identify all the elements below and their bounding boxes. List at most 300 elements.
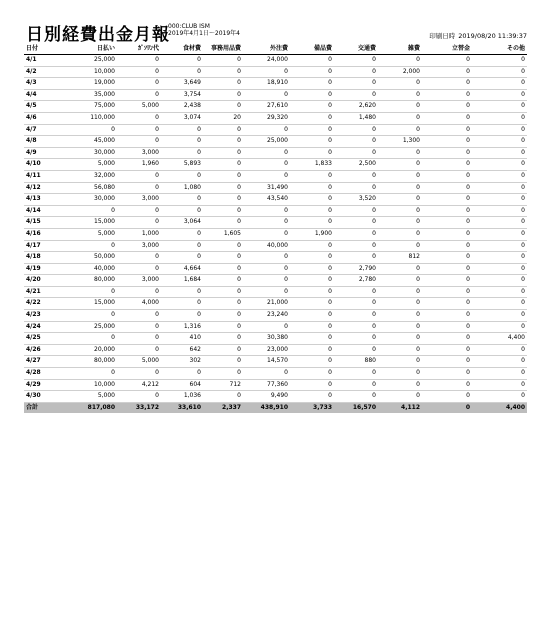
date-cell: 4/20	[24, 275, 62, 287]
amount-cell: 410	[161, 333, 203, 345]
amount-cell: 0	[334, 124, 378, 136]
amount-cell: 0	[378, 147, 422, 159]
amount-cell: 1,080	[161, 182, 203, 194]
amount-cell: 0	[472, 368, 527, 380]
amount-cell: 4,664	[161, 263, 203, 275]
amount-cell: 0	[62, 333, 117, 345]
amount-cell: 0	[117, 182, 161, 194]
amount-cell: 0	[203, 194, 243, 206]
column-header: 食材費	[161, 44, 203, 55]
amount-cell: 0	[161, 66, 203, 78]
amount-cell: 0	[290, 298, 334, 310]
table-row	[24, 263, 527, 275]
amount-cell: 0	[243, 228, 290, 240]
amount-cell: 880	[334, 356, 378, 368]
amount-cell: 3,000	[117, 275, 161, 287]
amount-cell: 0	[161, 205, 203, 217]
amount-cell: 0	[243, 263, 290, 275]
amount-cell: 5,000	[62, 228, 117, 240]
amount-cell: 0	[378, 182, 422, 194]
amount-cell: 0	[472, 275, 527, 287]
amount-cell: 0	[117, 136, 161, 148]
amount-cell: 0	[203, 252, 243, 264]
amount-cell: 1,000	[117, 228, 161, 240]
amount-cell: 0	[117, 321, 161, 333]
amount-cell: 10,000	[62, 66, 117, 78]
date-cell: 4/24	[24, 321, 62, 333]
amount-cell: 0	[422, 170, 472, 182]
amount-cell: 712	[203, 379, 243, 391]
amount-cell: 0	[378, 89, 422, 101]
amount-cell: 30,380	[243, 333, 290, 345]
amount-cell: 0	[422, 310, 472, 322]
amount-cell: 3,754	[161, 89, 203, 101]
table-row	[24, 252, 527, 264]
table-row	[24, 182, 527, 194]
amount-cell: 0	[472, 182, 527, 194]
amount-cell: 0	[422, 136, 472, 148]
amount-cell: 0	[472, 66, 527, 78]
amount-cell: 0	[290, 391, 334, 403]
amount-cell: 1,900	[290, 228, 334, 240]
amount-cell: 0	[472, 194, 527, 206]
amount-cell: 0	[422, 194, 472, 206]
table-row	[24, 321, 527, 333]
amount-cell: 0	[378, 240, 422, 252]
table-row	[24, 66, 527, 78]
amount-cell: 0	[243, 275, 290, 287]
amount-cell: 25,000	[62, 321, 117, 333]
amount-cell: 0	[334, 333, 378, 345]
amount-cell: 0	[62, 124, 117, 136]
amount-cell: 0	[243, 89, 290, 101]
amount-cell: 4,000	[117, 298, 161, 310]
date-cell: 4/30	[24, 391, 62, 403]
amount-cell: 5,000	[62, 159, 117, 171]
amount-cell: 0	[117, 263, 161, 275]
amount-cell: 1,480	[334, 112, 378, 124]
amount-cell: 0	[117, 286, 161, 298]
amount-cell: 0	[378, 263, 422, 275]
date-cell: 4/17	[24, 240, 62, 252]
amount-cell: 0	[243, 252, 290, 264]
amount-cell: 0	[422, 368, 472, 380]
amount-cell: 23,000	[243, 344, 290, 356]
amount-cell: 0	[422, 391, 472, 403]
amount-cell: 0	[472, 101, 527, 113]
amount-cell: 0	[117, 89, 161, 101]
amount-cell: 0	[334, 228, 378, 240]
amount-cell: 0	[161, 228, 203, 240]
column-header: 事務用品費	[203, 44, 243, 55]
amount-cell: 0	[422, 205, 472, 217]
amount-cell: 9,490	[243, 391, 290, 403]
amount-cell: 0	[161, 240, 203, 252]
amount-cell: 3,064	[161, 217, 203, 229]
amount-cell: 0	[378, 356, 422, 368]
amount-cell: 0	[290, 147, 334, 159]
expense-report	[24, 20, 527, 413]
amount-cell: 0	[203, 321, 243, 333]
amount-cell: 0	[422, 356, 472, 368]
amount-cell: 0	[203, 124, 243, 136]
amount-cell: 3,520	[334, 194, 378, 206]
amount-cell: 0	[472, 159, 527, 171]
store-name: 000:CLUB ISM	[168, 23, 210, 30]
date-cell: 4/27	[24, 356, 62, 368]
amount-cell: 0	[472, 321, 527, 333]
date-cell: 4/15	[24, 217, 62, 229]
amount-cell: 0	[378, 344, 422, 356]
date-cell: 4/22	[24, 298, 62, 310]
amount-cell: 0	[422, 55, 472, 67]
amount-cell: 0	[290, 124, 334, 136]
amount-cell: 0	[161, 147, 203, 159]
amount-cell: 0	[290, 252, 334, 264]
date-cell: 4/21	[24, 286, 62, 298]
table-row	[24, 124, 527, 136]
amount-cell: 0	[378, 275, 422, 287]
date-cell: 4/13	[24, 194, 62, 206]
amount-cell: 0	[161, 252, 203, 264]
amount-cell: 0	[290, 66, 334, 78]
amount-cell: 0	[203, 101, 243, 113]
amount-cell: 0	[203, 275, 243, 287]
amount-cell: 0	[203, 147, 243, 159]
amount-cell: 40,000	[243, 240, 290, 252]
amount-cell: 77,360	[243, 379, 290, 391]
amount-cell: 0	[422, 275, 472, 287]
date-cell: 4/11	[24, 170, 62, 182]
amount-cell: 0	[117, 217, 161, 229]
amount-cell: 0	[334, 147, 378, 159]
amount-cell: 19,000	[62, 78, 117, 90]
amount-cell: 0	[161, 286, 203, 298]
amount-cell: 0	[117, 252, 161, 264]
amount-cell: 1,833	[290, 159, 334, 171]
total-cell: 2,337	[203, 402, 243, 413]
amount-cell: 0	[117, 391, 161, 403]
amount-cell: 0	[334, 89, 378, 101]
column-header: 日払い	[62, 44, 117, 55]
amount-cell: 0	[161, 298, 203, 310]
table-row	[24, 136, 527, 148]
amount-cell: 0	[472, 228, 527, 240]
amount-cell: 3,000	[117, 240, 161, 252]
amount-cell: 0	[422, 379, 472, 391]
amount-cell: 2,438	[161, 101, 203, 113]
column-header: ｶﾞｿﾘﾝ代	[117, 44, 161, 55]
amount-cell: 0	[378, 78, 422, 90]
amount-cell: 15,000	[62, 217, 117, 229]
amount-cell: 10,000	[62, 379, 117, 391]
table-row	[24, 240, 527, 252]
amount-cell: 0	[472, 252, 527, 264]
table-row	[24, 55, 527, 67]
table-row	[24, 275, 527, 287]
amount-cell: 110,000	[62, 112, 117, 124]
amount-cell: 0	[290, 217, 334, 229]
date-cell: 4/9	[24, 147, 62, 159]
amount-cell: 0	[117, 78, 161, 90]
amount-cell: 0	[472, 55, 527, 67]
amount-cell: 0	[378, 217, 422, 229]
amount-cell: 1,960	[117, 159, 161, 171]
amount-cell: 0	[203, 170, 243, 182]
amount-cell: 0	[422, 344, 472, 356]
date-cell: 4/26	[24, 344, 62, 356]
date-cell: 4/2	[24, 66, 62, 78]
table-row	[24, 333, 527, 345]
amount-cell: 0	[290, 368, 334, 380]
amount-cell: 0	[117, 112, 161, 124]
date-cell: 4/5	[24, 101, 62, 113]
amount-cell: 0	[243, 205, 290, 217]
amount-cell: 0	[290, 194, 334, 206]
date-range: 2019年4月1日～2019年4	[168, 30, 240, 37]
amount-cell: 0	[422, 240, 472, 252]
amount-cell: 0	[422, 124, 472, 136]
amount-cell: 1,316	[161, 321, 203, 333]
column-header: 立替金	[422, 44, 472, 55]
amount-cell: 0	[161, 368, 203, 380]
amount-cell: 0	[243, 159, 290, 171]
table-row	[24, 147, 527, 159]
amount-cell: 27,610	[243, 101, 290, 113]
amount-cell: 0	[203, 66, 243, 78]
date-cell: 4/1	[24, 55, 62, 67]
amount-cell: 5,893	[161, 159, 203, 171]
printed-datetime	[429, 31, 527, 40]
amount-cell: 0	[117, 170, 161, 182]
date-cell: 4/10	[24, 159, 62, 171]
amount-cell: 23,240	[243, 310, 290, 322]
amount-cell: 0	[334, 298, 378, 310]
amount-cell: 2,790	[334, 263, 378, 275]
amount-cell: 0	[203, 89, 243, 101]
amount-cell: 0	[243, 217, 290, 229]
amount-cell: 0	[290, 136, 334, 148]
amount-cell: 0	[161, 124, 203, 136]
amount-cell: 0	[378, 321, 422, 333]
amount-cell: 0	[472, 298, 527, 310]
report-subtitle	[168, 23, 240, 37]
amount-cell: 0	[422, 89, 472, 101]
amount-cell: 0	[334, 240, 378, 252]
amount-cell: 0	[203, 263, 243, 275]
amount-cell: 2,500	[334, 159, 378, 171]
amount-cell: 0	[378, 379, 422, 391]
amount-cell: 0	[334, 78, 378, 90]
amount-cell: 0	[203, 344, 243, 356]
amount-cell: 0	[203, 333, 243, 345]
amount-cell: 35,000	[62, 89, 117, 101]
amount-cell: 0	[62, 240, 117, 252]
date-cell: 4/6	[24, 112, 62, 124]
amount-cell: 0	[290, 321, 334, 333]
table-row	[24, 101, 527, 113]
total-cell: 817,080	[62, 402, 117, 413]
amount-cell: 75,000	[62, 101, 117, 113]
amount-cell: 0	[334, 252, 378, 264]
amount-cell: 25,000	[243, 136, 290, 148]
amount-cell: 0	[422, 228, 472, 240]
amount-cell: 0	[334, 310, 378, 322]
amount-cell: 0	[334, 136, 378, 148]
amount-cell: 80,000	[62, 356, 117, 368]
amount-cell: 0	[422, 252, 472, 264]
date-cell: 4/19	[24, 263, 62, 275]
table-row	[24, 228, 527, 240]
amount-cell: 0	[472, 240, 527, 252]
amount-cell: 0	[378, 286, 422, 298]
amount-cell: 0	[243, 170, 290, 182]
amount-cell: 0	[334, 368, 378, 380]
amount-cell: 0	[243, 124, 290, 136]
amount-cell: 0	[472, 217, 527, 229]
amount-cell: 0	[334, 205, 378, 217]
amount-cell: 0	[117, 124, 161, 136]
amount-cell: 0	[117, 205, 161, 217]
amount-cell: 0	[334, 344, 378, 356]
amount-cell: 1,300	[378, 136, 422, 148]
amount-cell: 0	[472, 136, 527, 148]
amount-cell: 0	[161, 170, 203, 182]
amount-cell: 0	[62, 368, 117, 380]
amount-cell: 32,000	[62, 170, 117, 182]
amount-cell: 0	[422, 101, 472, 113]
amount-cell: 43,540	[243, 194, 290, 206]
amount-cell: 0	[243, 368, 290, 380]
amount-cell: 1,605	[203, 228, 243, 240]
amount-cell: 0	[334, 391, 378, 403]
amount-cell: 80,000	[62, 275, 117, 287]
amount-cell: 31,490	[243, 182, 290, 194]
amount-cell: 0	[472, 112, 527, 124]
total-cell: 3,733	[290, 402, 334, 413]
amount-cell: 0	[290, 205, 334, 217]
amount-cell: 0	[378, 170, 422, 182]
amount-cell: 0	[290, 275, 334, 287]
amount-cell: 14,570	[243, 356, 290, 368]
amount-cell: 50,000	[62, 252, 117, 264]
amount-cell: 21,000	[243, 298, 290, 310]
amount-cell: 3,000	[117, 194, 161, 206]
amount-cell: 0	[422, 217, 472, 229]
amount-cell: 0	[422, 112, 472, 124]
column-header: 交通費	[334, 44, 378, 55]
amount-cell: 0	[334, 217, 378, 229]
amount-cell: 0	[62, 286, 117, 298]
amount-cell: 0	[422, 159, 472, 171]
table-row	[24, 78, 527, 90]
amount-cell: 56,080	[62, 182, 117, 194]
amount-cell: 0	[203, 182, 243, 194]
amount-cell: 0	[203, 310, 243, 322]
amount-cell: 0	[117, 310, 161, 322]
amount-cell: 40,000	[62, 263, 117, 275]
amount-cell: 0	[203, 286, 243, 298]
amount-cell: 0	[472, 170, 527, 182]
amount-cell: 0	[203, 78, 243, 90]
amount-cell: 0	[378, 368, 422, 380]
amount-cell: 45,000	[62, 136, 117, 148]
total-cell: 0	[422, 402, 472, 413]
amount-cell: 0	[422, 263, 472, 275]
amount-cell: 5,000	[117, 356, 161, 368]
date-cell: 4/16	[24, 228, 62, 240]
amount-cell: 0	[472, 147, 527, 159]
amount-cell: 1,036	[161, 391, 203, 403]
amount-cell: 0	[378, 228, 422, 240]
amount-cell: 0	[290, 263, 334, 275]
amount-cell: 30,000	[62, 147, 117, 159]
amount-cell: 0	[334, 182, 378, 194]
amount-cell: 4,212	[117, 379, 161, 391]
amount-cell: 0	[378, 310, 422, 322]
amount-cell: 0	[290, 240, 334, 252]
amount-cell: 18,910	[243, 78, 290, 90]
amount-cell: 0	[243, 147, 290, 159]
amount-cell: 0	[290, 78, 334, 90]
column-header: 備品費	[290, 44, 334, 55]
amount-cell: 0	[422, 298, 472, 310]
date-cell: 4/14	[24, 205, 62, 217]
amount-cell: 29,320	[243, 112, 290, 124]
table-row	[24, 170, 527, 182]
amount-cell: 0	[472, 379, 527, 391]
amount-cell: 3,000	[117, 147, 161, 159]
amount-cell: 0	[378, 298, 422, 310]
date-cell: 4/29	[24, 379, 62, 391]
table-row	[24, 112, 527, 124]
amount-cell: 0	[117, 55, 161, 67]
amount-cell: 5,000	[62, 391, 117, 403]
table-row	[24, 217, 527, 229]
amount-cell: 0	[161, 55, 203, 67]
amount-cell: 0	[378, 159, 422, 171]
amount-cell: 0	[422, 321, 472, 333]
amount-cell: 0	[290, 55, 334, 67]
table-row	[24, 356, 527, 368]
amount-cell: 0	[62, 310, 117, 322]
table-row	[24, 89, 527, 101]
amount-cell: 15,000	[62, 298, 117, 310]
amount-cell: 0	[290, 182, 334, 194]
totals-row	[24, 402, 527, 413]
table-row	[24, 379, 527, 391]
amount-cell: 0	[62, 205, 117, 217]
date-cell: 4/7	[24, 124, 62, 136]
amount-cell: 0	[472, 356, 527, 368]
amount-cell: 0	[422, 333, 472, 345]
amount-cell: 0	[378, 391, 422, 403]
amount-cell: 0	[334, 286, 378, 298]
amount-cell: 20,000	[62, 344, 117, 356]
amount-cell: 0	[378, 205, 422, 217]
amount-cell: 0	[334, 55, 378, 67]
amount-cell: 0	[161, 194, 203, 206]
amount-cell: 0	[203, 205, 243, 217]
amount-cell: 1,684	[161, 275, 203, 287]
amount-cell: 0	[472, 89, 527, 101]
amount-cell: 0	[203, 136, 243, 148]
amount-cell: 0	[378, 55, 422, 67]
amount-cell: 4,400	[472, 333, 527, 345]
amount-cell: 0	[290, 89, 334, 101]
amount-cell: 0	[472, 205, 527, 217]
amount-cell: 0	[290, 170, 334, 182]
